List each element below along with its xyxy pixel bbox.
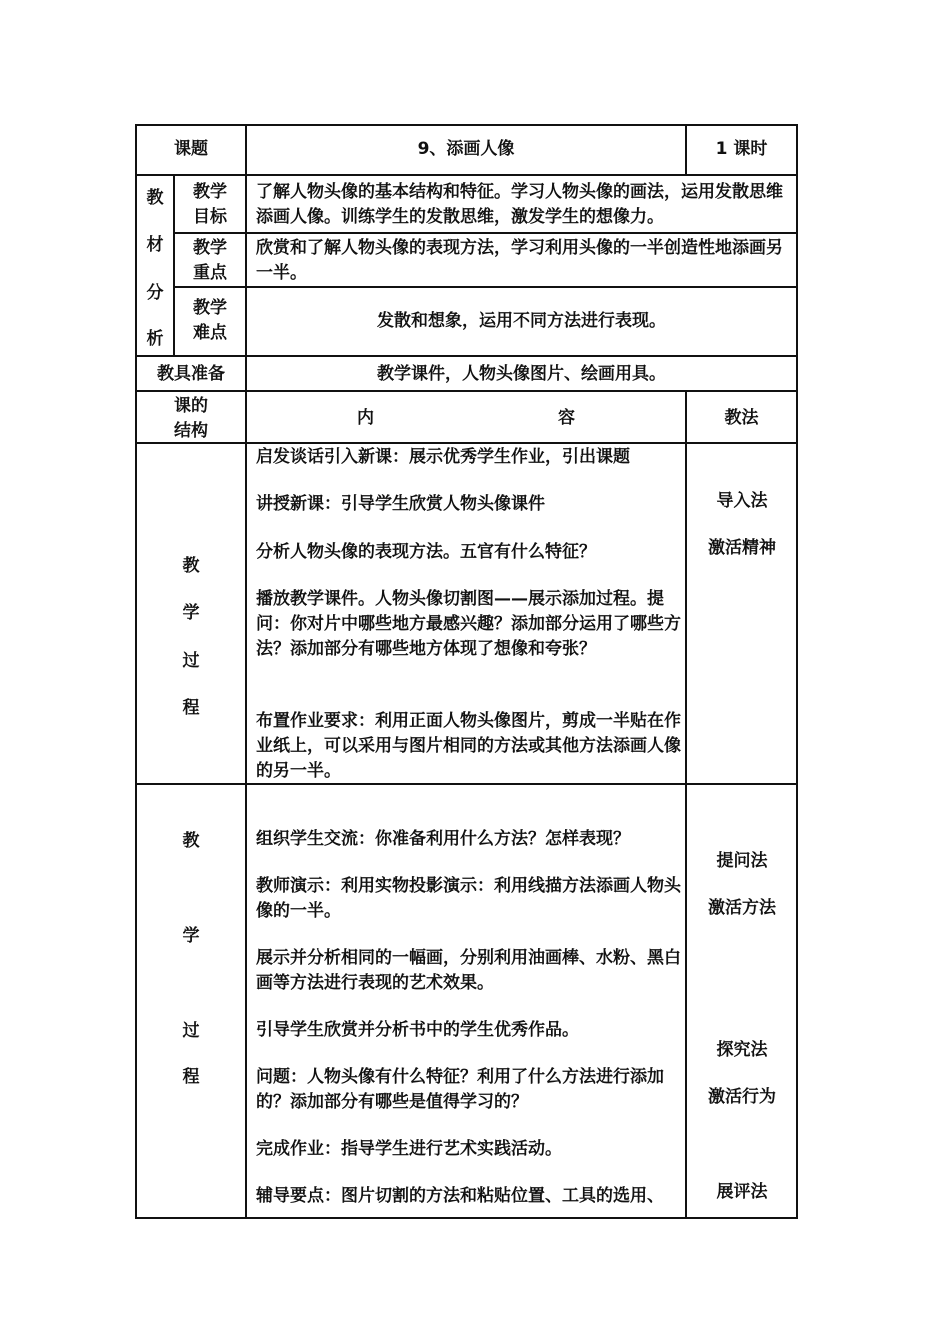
process2-paragraph-3: 展示并分析相同的一幅画，分别利用油画棒、水粉、黑白画等方法进行表现的艺术效果。	[256, 948, 681, 993]
process2-paragraph-2: 教师演示：利用实物投影演示：利用线描方法添画人物头像的一半。	[256, 876, 681, 921]
process2-label-char-3: 过	[182, 1021, 200, 1041]
process2-method-4: 激活行为	[708, 1087, 776, 1107]
prep-label: 教具准备	[157, 364, 225, 384]
process2-method-2: 激活方法	[708, 898, 776, 918]
process1-label-char-1: 教	[182, 556, 200, 576]
process2-paragraph-4: 引导学生欣赏并分析书中的学生优秀作品。	[256, 1020, 579, 1040]
process2-paragraph-5: 问题：人物头像有什么特征？利用了什么方法进行添加的？添加部分有哪些是值得学习的？	[256, 1067, 664, 1112]
class-periods: 1 课时	[715, 139, 768, 159]
key-point-text: 欣赏和了解人物头像的表现方法，学习利用头像的一半创造性地添画另一半。	[256, 238, 783, 283]
process2-paragraph-1: 组织学生交流：你准备利用什么方法？怎样表现？	[256, 829, 630, 849]
process1-paragraph-3: 分析人物头像的表现方法。五官有什么特征？	[256, 542, 596, 562]
process2-method-1: 提问法	[716, 851, 768, 871]
difficulty-label: 教学 难点	[193, 298, 227, 343]
process1-label-char-3: 过	[182, 651, 200, 671]
content-col-header-1: 内	[357, 408, 374, 428]
process2-label-char-2: 学	[182, 926, 200, 946]
process1-paragraph-4: 播放教学课件。人物头像切割图——展示添加过程。提问：你对片中哪些地方最感兴趣？添加部分运用了哪些方法？添加部分有哪些地方体现了想像和夸张？	[256, 589, 681, 659]
method-col-header: 教法	[724, 408, 759, 428]
process1-paragraph-2: 讲授新课：引导学生欣赏人物头像课件	[256, 494, 545, 514]
analysis-label-char-3: 分	[146, 283, 164, 303]
process1-method-1: 导入法	[716, 491, 768, 511]
analysis-label-char-1: 教	[146, 188, 164, 208]
prep-text: 教学课件，人物头像图片、绘画用具。	[377, 364, 666, 384]
goal-text: 了解人物头像的基本结构和特征。学习人物头像的画法，运用发散思维添画人像。训练学生的发散思维，激发学生的想像力。	[256, 182, 783, 227]
analysis-label-char-4: 析	[146, 329, 164, 349]
topic-label: 课题	[174, 139, 208, 159]
key-point-label: 教学 重点	[193, 238, 227, 283]
process2-label-char-4: 程	[182, 1067, 200, 1087]
goal-label: 教学 目标	[193, 182, 227, 227]
topic-title: 9、添画人像	[417, 139, 515, 159]
process1-label-char-4: 程	[182, 698, 200, 718]
process2-paragraph-7: 辅导要点：图片切割的方法和粘贴位置、工具的选用、	[256, 1186, 664, 1206]
process2-paragraph-6: 完成作业：指导学生进行艺术实践活动。	[256, 1139, 562, 1159]
process2-method-5: 展评法	[716, 1182, 768, 1202]
process1-label-char-2: 学	[182, 603, 200, 623]
content-col-header-2: 容	[558, 408, 575, 428]
process1-method-2: 激活精神	[708, 538, 776, 558]
difficulty-text: 发散和想象，运用不同方法进行表现。	[377, 311, 666, 331]
process1-paragraph-5: 布置作业要求：利用正面人物头像图片，剪成一半贴在作业纸上，可以采用与图片相同的方法或其他方法添画人像的另一半。	[256, 711, 681, 781]
process2-label-char-1: 教	[182, 831, 200, 851]
process1-paragraph-1: 启发谈话引入新课：展示优秀学生作业，引出课题	[256, 447, 630, 467]
structure-col-header: 课的 结构	[174, 396, 208, 441]
process2-method-3: 探究法	[716, 1040, 768, 1060]
analysis-label-char-2: 材	[146, 235, 164, 255]
